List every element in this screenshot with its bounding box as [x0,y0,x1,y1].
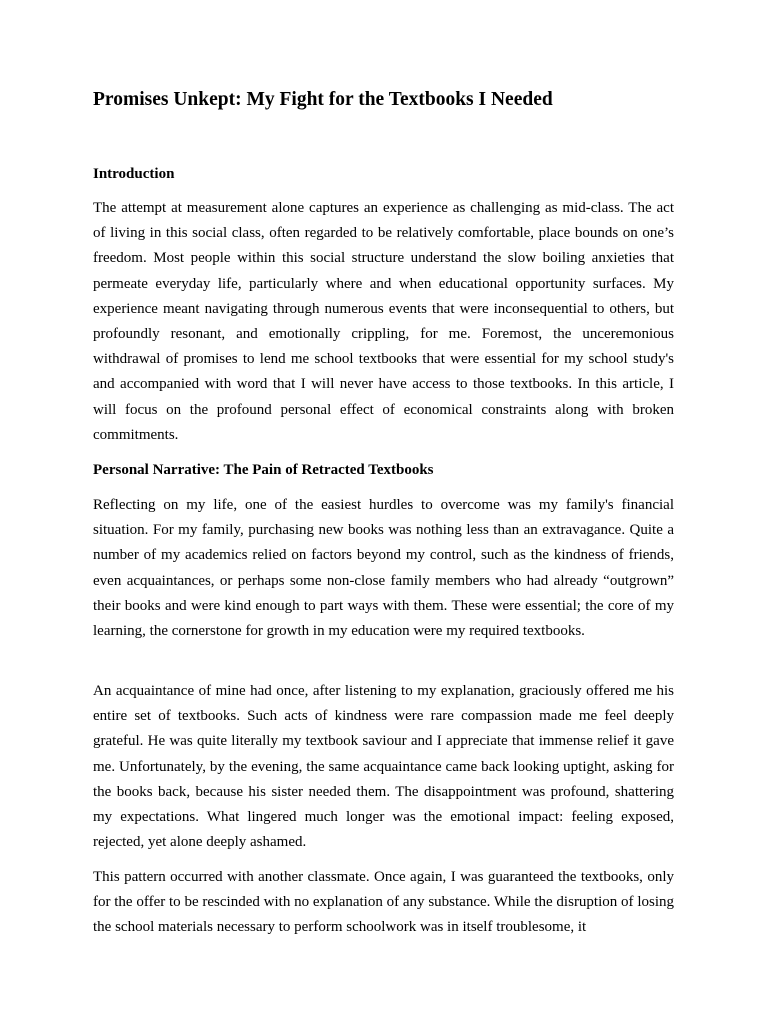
paragraph-narrative-1: Reflecting on my life, one of the easiest hurdles to overcome was my family's financial situation. For my family, purchasing new books was nothing less than an extravagance. Quite a number of my academics relied on factors beyond my control, such as the kindness of friends, even acquaintances, or perhaps some non-close family members who had already “outgrown” their books and were kind enough to part ways with them. These were essential; the core of my learning, the cornerstone for growth in my education were my required textbooks. [93,497,674,640]
paragraph-narrative-2: An acquaintance of mine had once, after listening to my explanation, graciously offered me his entire set of textbooks. Such acts of kindness were rare compassion made me feel deeply grateful. He was quite literally my textbook saviour and I appreciate that immense relief it gave me. Unfortunately, by the evening, the same acquaintance came back looking uptight, asking for the books back, because his sister needed them. The disappointment was profound, shattering my expectations. What lingered much longer was the emotional impact: feeling exposed, rejected, yet alone deeply ashamed. [93,683,674,851]
paragraph-narrative-3: This pattern occurred with another classmate. Once again, I was guaranteed the textbooks, only for the offer to be rescinded with no explanation of any substance. While the disruption of losing the school materials necessary to perform schoolwork was in itself troublesome, it [93,869,674,936]
paragraph-introduction: The attempt at measurement alone captures an experience as challenging as mid-class. The act of living in this social class, often regarded to be relatively comfortable, place bounds on one’s freedom. Most people within this social structure understand the slow boiling anxieties that permeate everyday life, particularly where and when educational opportunity surfaces. My experience meant navigating through numerous events that were inconsequential to others, but profoundly resonant, and emotionally crippling, for me. Foremost, the unceremonious withdrawal of promises to lend me school textbooks that were essential for my school study's and accompanied with word that I will never have access to those textbooks. In this article, I will focus on the profound personal effect of economical constraints along with broken commitments. [93,200,674,443]
section-heading-personal-narrative: Personal Narrative: The Pain of Retracted Textbooks [93,462,434,478]
section-heading-introduction: Introduction [93,166,175,182]
document-title: Promises Unkept: My Fight for the Textbooks I Needed [93,89,553,110]
